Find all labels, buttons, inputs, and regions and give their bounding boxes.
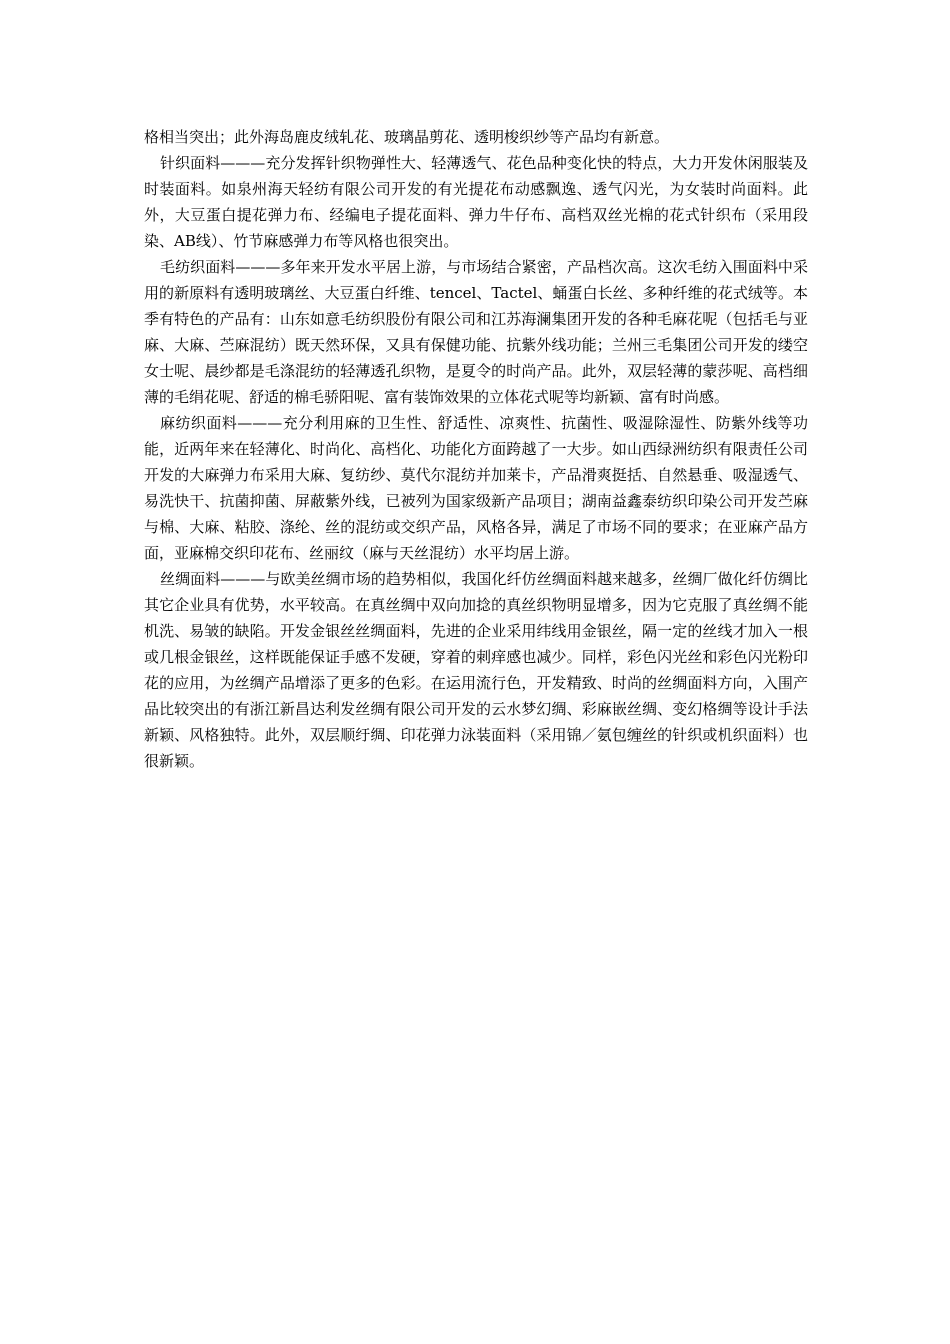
paragraph-continuation: 格相当突出；此外海岛鹿皮绒轧花、玻璃晶剪花、透明梭织纱等产品均有新意。 (144, 128, 670, 146)
paragraph-knitted-fabrics: 针织面料———充分发挥针织物弹性大、轻薄透气、花色品种变化快的特点，大力开发休闲服装及时装面料。如泉州海天轻纺有限公司开发的有光提花布动感飘逸、透气闪光，为女装时尚面料。此外，大豆蛋白提花弹力布、经编电子提花面料、弹力牛仔布、高档双丝光棉的花式针织布（采用段染、AB线）、竹节麻感弹力布等风格也很突出。 (144, 154, 808, 250)
paragraph-silk-fabrics: 丝绸面料———与欧美丝绸市场的趋势相似，我国化纤仿丝绸面料越来越多，丝绸厂做化纤仿绸比其它企业具有优势，水平较高。在真丝绸中双向加捻的真丝织物明显增多，因为它克服了真丝绸不能机洗、易皱的缺陷。开发金银丝丝绸面料，先进的企业采用纬线用金银丝，隔一定的丝线才加入一根或几根金银丝，这样既能保证手感不发硬，穿着的刺痒感也减少。同样，彩色闪光丝和彩色闪光粉印花的应用，为丝绸产品增添了更多的色彩。在运用流行色，开发精致、时尚的丝绸面料方向，入围产品比较突出的有浙江新昌达利发丝绸有限公司开发的云水梦幻绸、彩麻嵌丝绸、变幻格绸等设计手法新颖、风格独特。此外，双层顺纡绸、印花弹力泳装面料（采用锦／氨包缠丝的针织或机织面料）也很新颖。 (144, 570, 808, 770)
paragraph-linen-fabrics: 麻纺织面料———充分利用麻的卫生性、舒适性、凉爽性、抗菌性、吸湿除湿性、防紫外线等功能，近两年来在轻薄化、时尚化、高档化、功能化方面跨越了一大步。如山西绿洲纺织有限责任公司开发的大麻弹力布采用大麻、复纺纱、莫代尔混纺并加莱卡，产品滑爽挺括、自然悬垂、吸湿透气、易洗快干、抗菌抑菌、屏蔽紫外线，已被列为国家级新产品项目；湖南益鑫泰纺织印染公司开发苎麻与棉、大麻、粘胶、涤纶、丝的混纺或交织产品，风格各异，满足了市场不同的要求；在亚麻产品方面，亚麻棉交织印花布、丝丽纹（麻与天丝混纺）水平均居上游。 (144, 414, 808, 562)
document-page (144, 124, 808, 774)
paragraph-wool-fabrics: 毛纺织面料———多年来开发水平居上游，与市场结合紧密，产品档次高。这次毛纺入围面料中采用的新原料有透明玻璃丝、大豆蛋白纤维、tencel、Tactel、蛹蛋白长丝、多种纤维的花式绒等。本季有特色的产品有：山东如意毛纺织股份有限公司和江苏海澜集团开发的各种毛麻花呢（包括毛与亚麻、大麻、苎麻混纺）既天然环保，又具有保健功能、抗紫外线功能；兰州三毛集团公司开发的缕空女士呢、晨纱都是毛涤混纺的轻薄透孔织物，是夏令的时尚产品。此外，双层轻薄的蒙莎呢、高档细薄的毛绢花呢、舒适的棉毛骄阳呢、富有装饰效果的立体花式呢等均新颖、富有时尚感。 (144, 258, 808, 406)
